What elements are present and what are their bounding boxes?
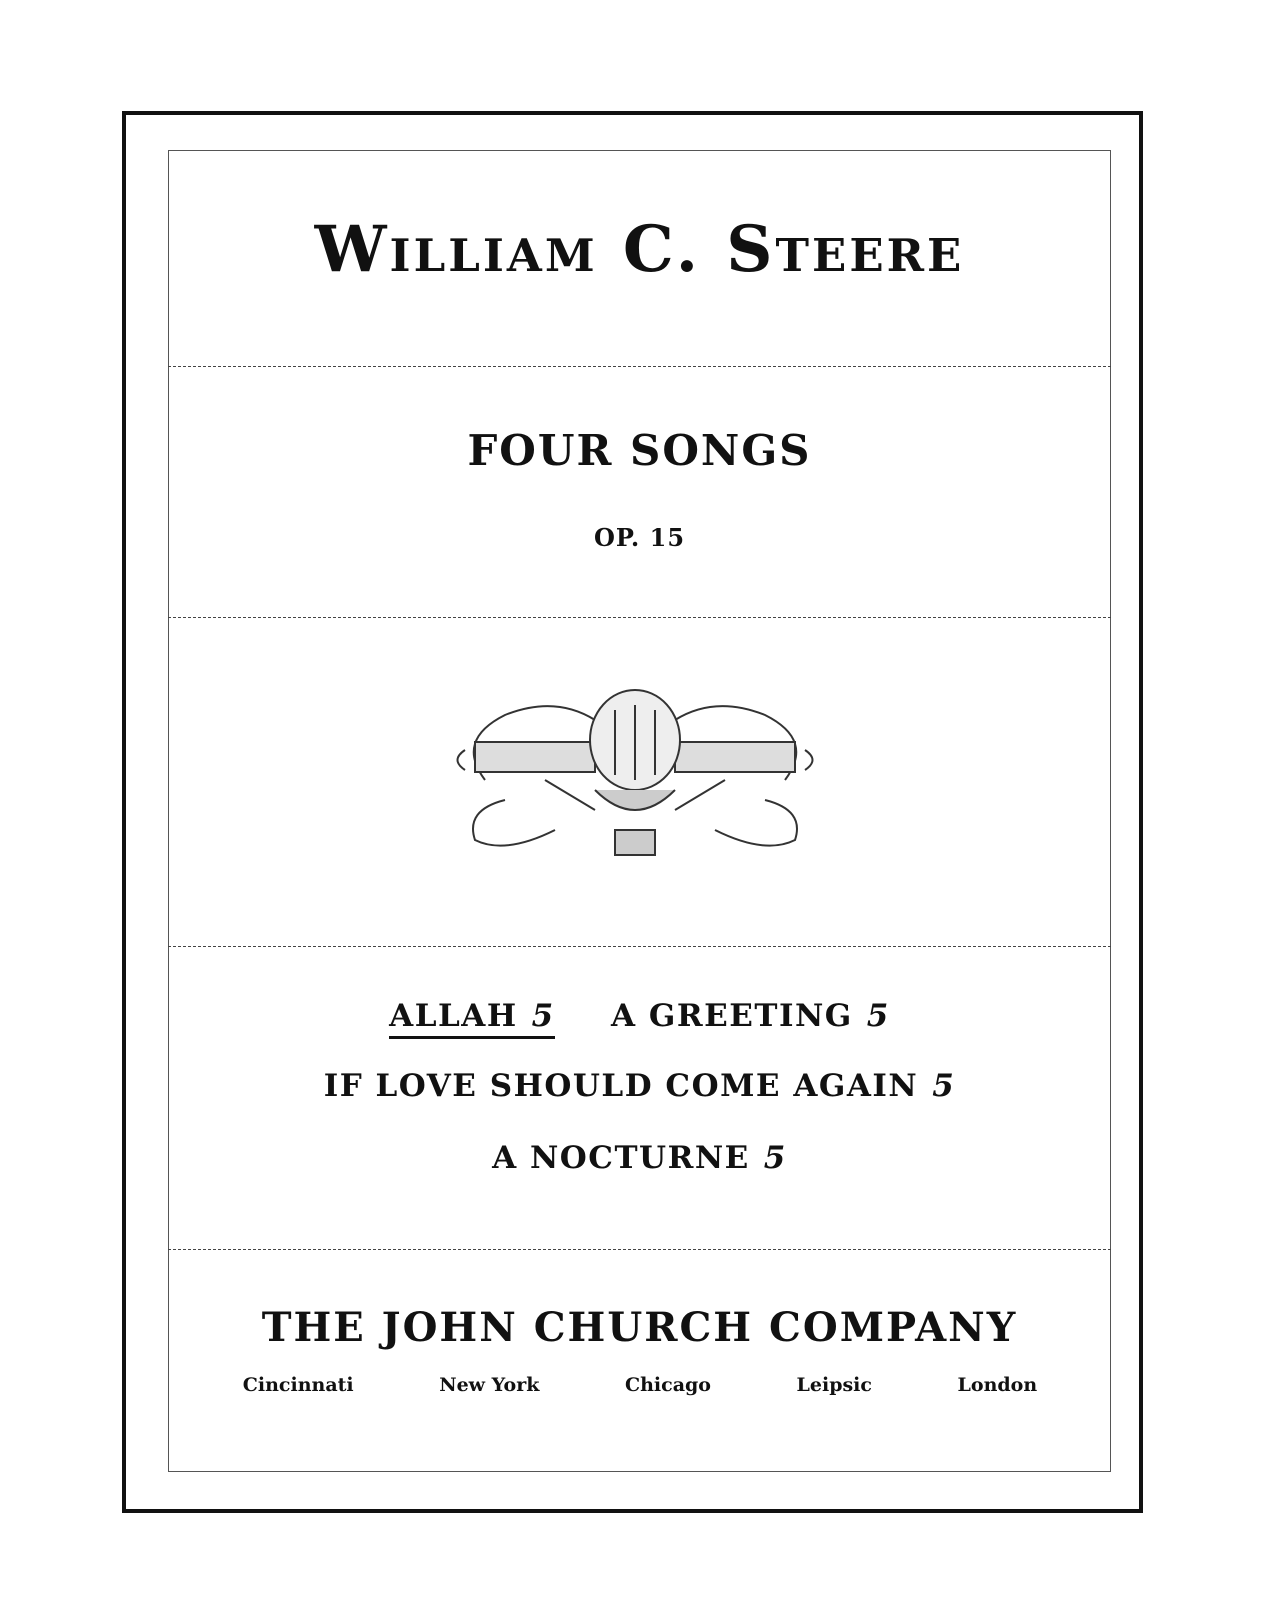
- song-line-3: [168, 1140, 1111, 1176]
- song-line-1: [168, 998, 1111, 1039]
- section-divider-2: [168, 617, 1111, 618]
- composer-name: William C. Steere: [314, 212, 965, 287]
- city: New York: [439, 1374, 540, 1396]
- song-item: ALLAH 5: [389, 998, 555, 1039]
- section-divider-4: [168, 1249, 1111, 1250]
- song-item: A GREETING 5: [611, 998, 890, 1034]
- section-divider-3: [168, 946, 1111, 947]
- opus-number: OP. 15: [593, 523, 686, 552]
- song-line-2: [168, 1068, 1111, 1104]
- collection-title: FOUR SONGS: [467, 426, 812, 475]
- song-item: IF LOVE SHOULD COME AGAIN 5: [323, 1068, 956, 1104]
- song-item: A NOCTURNE 5: [492, 1140, 787, 1176]
- lyre-scroll-emblem-icon: [445, 680, 825, 870]
- city: Leipsic: [796, 1374, 872, 1396]
- section-divider-1: [168, 366, 1111, 367]
- city: London: [957, 1374, 1038, 1396]
- publisher-cities: [200, 1374, 1080, 1396]
- city: Cincinnati: [242, 1374, 354, 1396]
- city: Chicago: [624, 1374, 711, 1396]
- publisher-name: THE JOHN CHURCH COMPANY: [261, 1304, 1018, 1351]
